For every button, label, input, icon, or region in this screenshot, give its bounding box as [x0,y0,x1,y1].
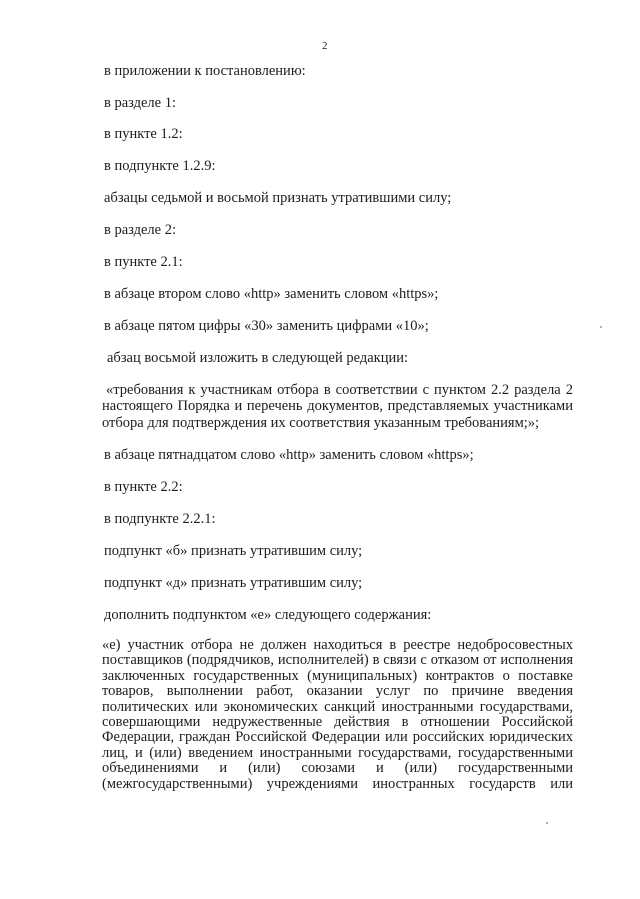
text-line: в абзаце втором слово «http» заменить словом «https»; [104,286,439,302]
paragraph-line: лиц, и (или) введением иностранными государствами, государственными [102,744,573,761]
text-line: в подпункте 1.2.9: [104,158,216,174]
text-line: абзацы седьмой и восьмой признать утратившими силу; [104,190,452,206]
text-line: в разделе 1: [104,95,177,111]
text-line: в пункте 2.1: [104,254,183,270]
text-line: в абзаце пятнадцатом слово «http» заменить словом «https»; [104,447,474,463]
text-line: в разделе 2: [104,222,177,238]
page-number: 2 [322,40,328,52]
scan-speck [546,822,548,824]
text-line: в абзаце пятом цифры «30» заменить цифрами «10»; [104,318,429,334]
text-line: подпункт «б» признать утратившим силу; [104,543,363,559]
text-line: подпункт «д» признать утратившим силу; [104,575,363,591]
paragraph-line: «требования к участникам отбора в соответствии с пунктом 2.2 раздела 2 [106,382,573,398]
text-line: абзац восьмой изложить в следующей редакции: [107,350,409,366]
scan-speck [600,326,602,328]
paragraph-line: политических или экономических санкций иностранными государствами, [102,698,573,715]
paragraph-line: (межгосударственными) учреждениями иностранных государств или [102,775,573,792]
paragraph-line: настоящего Порядка и перечень документов, представляемых участниками [102,398,573,415]
paragraph-line: товаров, выполнении работ, оказании услуг по причине введения [102,683,573,700]
text-line: в подпункте 2.2.1: [104,511,216,527]
final-paragraph [102,638,573,792]
text-line: в приложении к постановлению: [104,63,306,79]
text-line: в пункте 1.2: [104,126,183,142]
paragraph-line: «е) участник отбора не должен находиться в реестре недобросовестных [102,637,573,653]
paragraph-line: поставщиков (подрядчиков, исполнителей) в связи с отказом от исполнения [102,652,573,669]
paragraph-line: Федерации, граждан Российской Федерации или российских юридических [102,729,573,746]
quote-paragraph [102,382,573,431]
paragraph-line: отбора для подтверждения их соответствия указанным требованиям;»; [102,414,540,431]
text-line: дополнить подпунктом «е» следующего содержания: [104,607,432,623]
paragraph-line: заключенных государственных (муниципальных) контрактов о поставке [102,667,573,684]
paragraph-line: совершающими недружественные действия в отношении Российской [102,714,573,731]
paragraph-line: объединениями и (или) союзами и (или) государственными [102,760,573,777]
text-line: в пункте 2.2: [104,479,183,495]
